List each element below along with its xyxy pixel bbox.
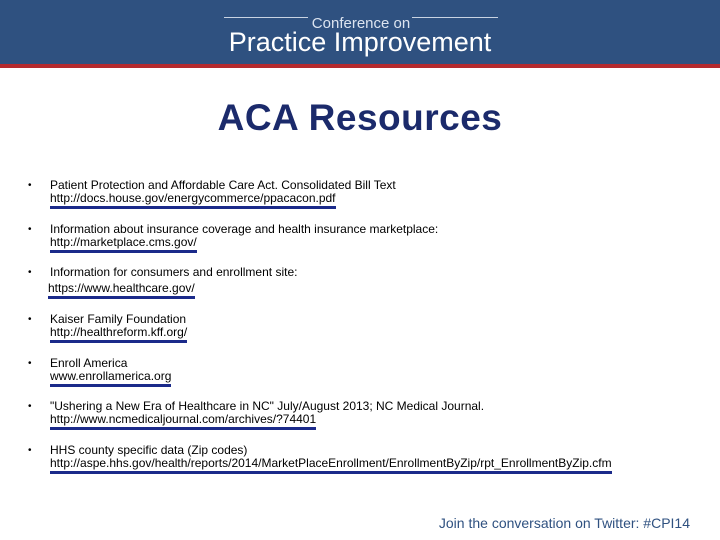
conference-subtitle: Conference on xyxy=(311,15,411,32)
resource-description: Patient Protection and Affordable Care Act. Consolidated Bill Text xyxy=(50,178,396,192)
bullet-marker: • xyxy=(28,267,32,278)
resource-link[interactable]: https://www.healthcare.gov/ xyxy=(48,281,195,299)
resource-link[interactable]: http://www.ncmedicaljournal.com/archives/?74401 xyxy=(50,412,316,430)
resource-description: Information about insurance coverage and health insurance marketplace: xyxy=(50,222,439,236)
bullet-marker: • xyxy=(28,180,32,191)
resource-description: Enroll America xyxy=(50,356,128,370)
resource-description: HHS county specific data (Zip codes) xyxy=(50,443,248,457)
subtitle-rule-right xyxy=(412,17,498,18)
resource-description: "Ushering a New Era of Healthcare in NC" July/August 2013; NC Medical Journal. xyxy=(50,399,485,413)
resource-link[interactable]: http://docs.house.gov/energycommerce/ppacacon.pdf xyxy=(50,191,336,209)
banner-accent-stripe xyxy=(0,64,720,68)
bullet-marker: • xyxy=(28,358,32,369)
conference-banner xyxy=(0,0,720,64)
conference-title: Practice Improvement xyxy=(228,27,492,57)
resource-link[interactable]: http://marketplace.cms.gov/ xyxy=(50,235,197,253)
resource-link[interactable]: http://aspe.hhs.gov/health/reports/2014/MarketPlaceEnrollment/EnrollmentByZip/rpt_EnrollmentByZip.cfm xyxy=(50,456,612,474)
slide-title: ACA Resources xyxy=(217,97,503,138)
bullet-marker: • xyxy=(28,224,32,235)
twitter-footer: Join the conversation on Twitter: #CPI14 xyxy=(438,515,690,531)
bullet-marker: • xyxy=(28,314,32,325)
subtitle-rule-left xyxy=(224,17,308,18)
resource-description: Information for consumers and enrollment site: xyxy=(50,265,298,279)
resource-link[interactable]: http://healthreform.kff.org/ xyxy=(50,325,187,343)
bullet-marker: • xyxy=(28,445,32,456)
resource-link[interactable]: www.enrollamerica.org xyxy=(50,369,171,387)
resource-description: Kaiser Family Foundation xyxy=(50,312,187,326)
bullet-marker: • xyxy=(28,401,32,412)
